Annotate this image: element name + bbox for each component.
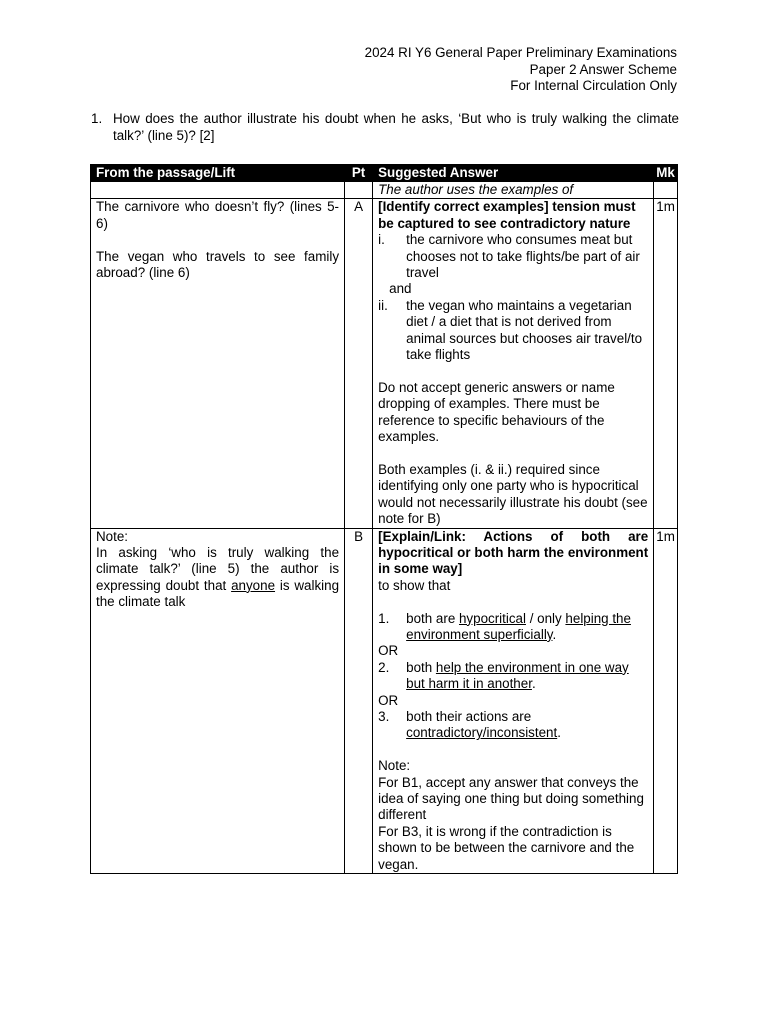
row-b-answer [373,528,654,874]
option-text-underlined: contradictory/inconsistent [406,725,558,741]
row-a-passage-line-2: The vegan who travels to see family abroad? (line 6) [96,248,340,281]
row-b-option-3 [378,709,648,742]
row-a-and: and [389,281,412,297]
document-header [365,45,677,95]
option-text-underlined: helping the environment superficially [406,610,631,642]
row-a-item-ii [378,298,648,364]
row-b-heading: [Explain/Link: Actions of both are hypocritical or both harm the environment in some way] [378,528,649,577]
header-exam-title: 2024 RI Y6 General Paper Preliminary Examinations [364,45,677,60]
row-a-heading: [Identify correct examples] tension must be captured to see contradictory nature [378,199,636,231]
row-a-mk: 1m [654,199,678,528]
row-a-pt: A [345,199,373,528]
option-marker: 1. [378,610,390,626]
note-text-post: is walking the climate talk [96,577,340,610]
item-text: the carnivore who consumes meat but chooses not to take flights/be part of air travel [406,232,640,281]
item-marker: ii. [378,297,388,313]
question-number: 1. [91,111,103,126]
option-text [406,709,648,742]
option-text-pre: both [406,659,436,675]
option-text-post: . [552,626,557,642]
row-a-item-i [378,232,648,281]
intro-blank-cell [91,182,345,199]
row-b-note-b3: For B3, it is wrong if the contradiction is shown to be between the carnivore and the vegan. [378,823,635,872]
header-passage: From the passage/Lift [91,165,345,182]
note-text-anyone: anyone [231,577,276,593]
item-marker: i. [378,232,385,248]
question-text: How does the author illustrate his doubt when he asks, ‘But who is truly walking the climate talk?’ (line 5)? [2] [113,111,679,143]
table-intro-row [91,182,678,199]
header-paper-title: Paper 2 Answer Scheme [529,61,677,77]
row-a-note-2: Both examples (i. & ii.) required since identifying only one party who is hypocritical would not necessarily illustrate his doubt (see note for B) [378,461,648,527]
header-mk: Mk [654,165,678,182]
row-b-option-1 [378,611,648,644]
option-text-post: . [531,676,536,692]
row-b-or-1: OR [378,643,399,659]
row-b-note-b1: For B1, accept any answer that conveys the idea of saying one thing but doing something different [378,774,644,823]
question-1 [91,111,679,144]
row-b-option-2 [378,660,648,693]
note-text-pre: In asking ‘who is truly walking the climate talk?’ (line 5) the author is expressing doubt that [96,544,340,593]
row-a-passage-line-1: The carnivore who doesn’t fly? (lines 5-6) [96,199,340,231]
option-text [406,611,648,644]
intro-blank-cell [345,182,373,199]
table-header-row [91,165,678,182]
row-b-mk: 1m [654,528,678,874]
row-b-to-show: to show that [378,577,451,593]
option-text-pre: both are [406,610,459,626]
item-text: the vegan who maintains a vegetarian diet / a diet that is not derived from animal sources but chooses air travel/to take flights [406,297,643,363]
option-text [406,660,648,693]
answer-scheme-table [90,164,678,874]
row-b-pt: B [345,528,373,874]
row-b-note-label: Note: [96,528,129,544]
row-b-passage [91,528,345,874]
table-row-a [91,199,678,528]
table-row-b [91,528,678,874]
intro-blank-cell [654,182,678,199]
header-circulation-note: For Internal Circulation Only [510,78,677,93]
header-pt: Pt [345,165,373,182]
header-answer: Suggested Answer [373,165,654,182]
option-marker: 3. [378,708,390,724]
intro-text: The author uses the examples of [373,182,654,199]
row-b-note-label-2: Note: [378,758,411,774]
option-text-mid: / only [525,610,566,626]
option-text-pre: both their actions are [406,708,532,724]
row-a-note-1: Do not accept generic answers or name dropping of examples. There must be reference to specific behaviours of the examples. [378,379,615,445]
option-text-underlined: hypocritical [458,610,526,626]
row-a-answer [373,199,654,528]
option-marker: 2. [378,659,390,675]
row-a-passage [91,199,345,528]
option-text-underlined: help the environment in one way but harm it in another [406,659,629,692]
row-b-note-text [96,545,339,611]
row-b-or-2: OR [378,692,399,708]
option-text-post: . [557,725,561,741]
